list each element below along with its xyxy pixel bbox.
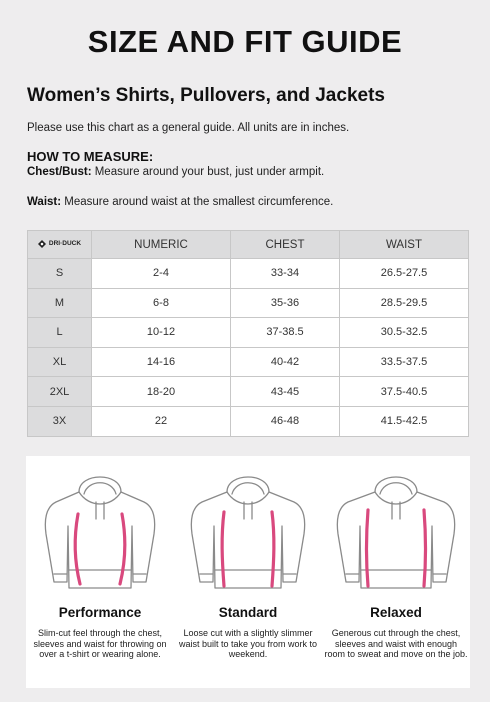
table-row [28,318,469,348]
size-cell: M [28,288,92,318]
page-subtitle: Women’s Shirts, Pullovers, and Jackets [27,85,385,106]
size-cell: 2XL [28,377,92,407]
fit-name-relaxed: Relaxed [370,605,422,620]
table-row [28,259,469,289]
numeric-cell: 6-8 [92,288,231,318]
fit-desc-relaxed: Generous cut through the chest, sleeves and waist with enough room to sweat and move on the job. [324,628,468,659]
table-row [28,406,469,436]
fit-panel [26,456,470,688]
header-numeric: NUMERIC [92,231,231,259]
numeric-cell: 14-16 [92,347,231,377]
hoodie-icon [34,464,166,602]
size-cell: 3X [28,406,92,436]
measure-waist-text: Measure around waist at the smallest circumference. [61,196,334,208]
table-row [28,347,469,377]
fit-name-performance: Performance [58,605,142,620]
numeric-cell: 22 [92,406,231,436]
waist-cell: 26.5-27.5 [340,259,469,289]
brand-name: DRI·DUCK [48,240,82,247]
size-chart-table [27,230,469,437]
page-title: SIZE AND FIT GUIDE [87,24,403,59]
fit-relaxed [322,456,470,688]
measure-waist-label: Waist: [27,196,62,208]
chest-cell: 46-48 [231,406,340,436]
intro-text: Please use this chart as a general guide. All units are in inches. [27,122,350,134]
chest-cell: 33-34 [231,259,340,289]
fit-desc-standard: Loose cut with a slightly slimmer waist built to take you from work to weekend. [178,628,318,659]
numeric-cell: 10-12 [92,318,231,348]
waist-cell: 28.5-29.5 [340,288,469,318]
hoodie-icon [330,464,462,602]
chest-cell: 40-42 [231,347,340,377]
measure-waist [27,196,333,208]
measure-chest-label: Chest/Bust: [27,166,92,178]
waist-cell: 33.5-37.5 [340,347,469,377]
table-row [28,288,469,318]
measure-chest [27,166,324,178]
fit-performance [26,456,174,688]
how-to-measure-heading: HOW TO MEASURE: [27,149,154,164]
size-cell: L [28,318,92,348]
brand-header-cell [28,231,92,259]
size-cell: S [28,259,92,289]
waist-cell: 30.5-32.5 [340,318,469,348]
table-row [28,377,469,407]
fit-desc-performance: Slim-cut feel through the chest, sleeves and waist for throwing on over a t-shirt or wearing alone. [33,628,167,659]
chest-cell: 35-36 [231,288,340,318]
table-header-row [28,231,469,259]
chest-cell: 37-38.5 [231,318,340,348]
waist-cell: 41.5-42.5 [340,406,469,436]
fit-name-standard: Standard [218,605,278,620]
duck-logo-icon [38,240,46,248]
chest-cell: 43-45 [231,377,340,407]
measure-chest-text: Measure around your bust, just under armpit. [91,166,325,178]
numeric-cell: 18-20 [92,377,231,407]
header-waist: WAIST [340,231,469,259]
numeric-cell: 2-4 [92,259,231,289]
size-cell: XL [28,347,92,377]
brand-logo [38,240,81,248]
waist-cell: 37.5-40.5 [340,377,469,407]
header-chest: CHEST [231,231,340,259]
fit-standard [174,456,322,688]
hoodie-icon [182,464,314,602]
